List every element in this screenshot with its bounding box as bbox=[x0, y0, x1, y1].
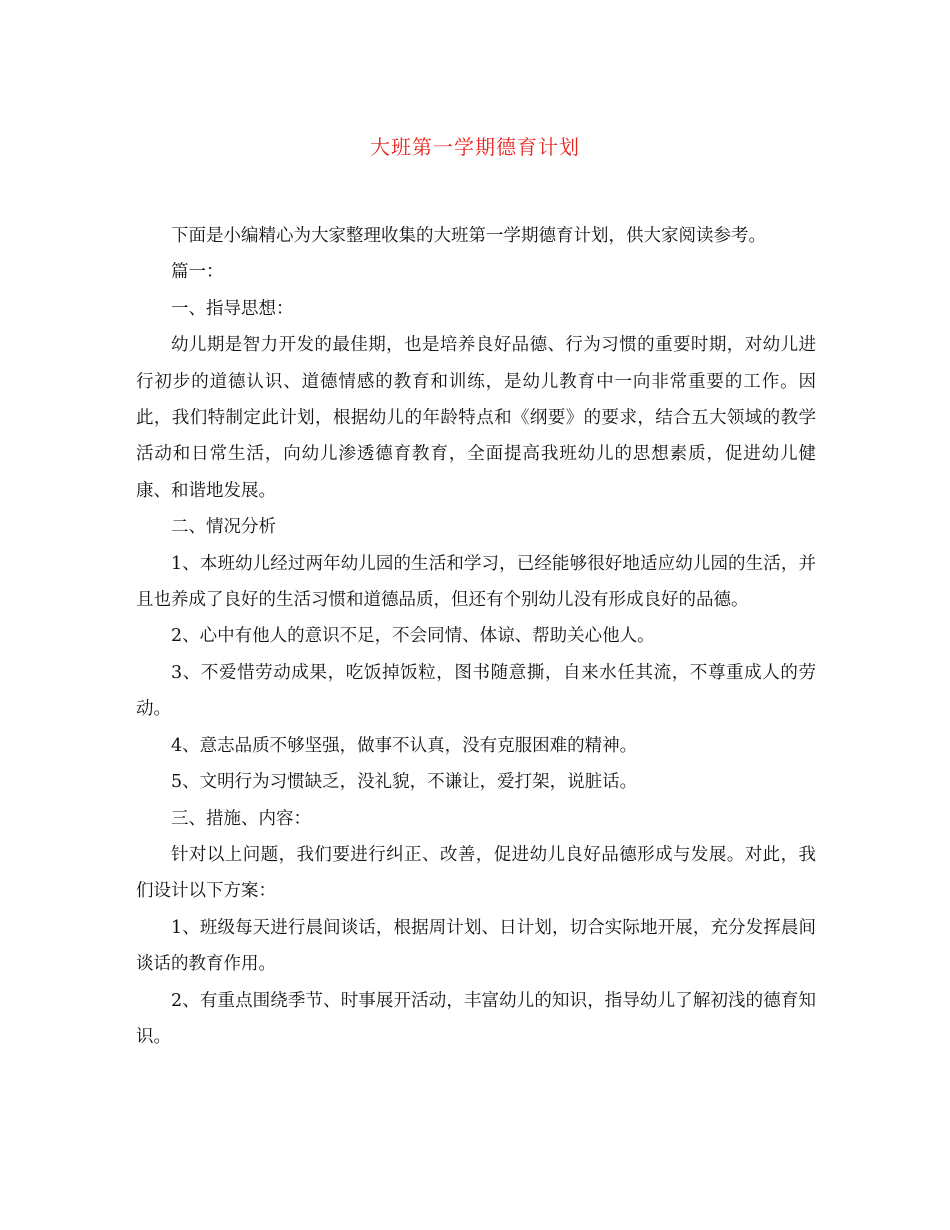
measure-item-2: 2、有重点围绕季节、时事展开活动，丰富幼儿的知识，指导幼儿了解初浅的德育知识。 bbox=[136, 990, 816, 1047]
document-title: 大班第一学期德育计划 bbox=[370, 135, 580, 159]
analysis-item-2: 2、心中有他人的意识不足，不会同情、体谅、帮助关心他人。 bbox=[171, 626, 655, 647]
intro-paragraph: 下面是小编精心为大家整理收集的大班第一学期德育计划，供大家阅读参考。 bbox=[171, 226, 766, 246]
section-label-part-one: 篇一： bbox=[171, 262, 224, 283]
heading-measures-content: 三、措施、内容： bbox=[171, 808, 311, 829]
analysis-item-1: 1、本班幼儿经过两年幼儿园的生活和学习，已经能够很好地适应幼儿园的生活，并且也养成了良好的生活习惯和道德品质，但还有个别幼儿没有形成良好的品德。 bbox=[136, 553, 816, 611]
document-body bbox=[136, 218, 816, 1055]
heading-situation-analysis: 二、情况分析 bbox=[171, 517, 276, 538]
paragraph-guiding-ideology: 幼儿期是智力开发的最佳期，也是培养良好品德、行为习惯的重要时期，对幼儿进行初步的道德认识、道德情感的教育和训练，是幼儿教育中一向非常重要的工作。因此，我们特制定此计划，根据幼儿的年龄特点和《纲要》的要求，结合五大领域的教学活动和日常生活，向幼儿渗透德育教育，全面提高我班幼儿的思想素质，促进幼儿健康、和谐地发展。 bbox=[136, 335, 816, 501]
measures-intro-paragraph: 针对以上问题，我们要进行纠正、改善，促进幼儿良好品德形成与发展。对此，我们设计以下方案： bbox=[136, 844, 816, 902]
measure-item-1: 1、班级每天进行晨间谈话，根据周计划、日计划，切合实际地开展，充分发挥晨间谈话的教育作用。 bbox=[136, 917, 816, 975]
analysis-item-3: 3、不爱惜劳动成果，吃饭掉饭粒，图书随意撕，自来水任其流，不尊重成人的劳动。 bbox=[136, 662, 816, 720]
analysis-item-5: 5、文明行为习惯缺乏，没礼貌，不谦让，爱打架，说脏话。 bbox=[171, 772, 638, 793]
heading-guiding-ideology: 一、指导思想： bbox=[171, 298, 294, 319]
analysis-item-4: 4、意志品质不够坚强，做事不认真，没有克服困难的精神。 bbox=[171, 735, 638, 756]
